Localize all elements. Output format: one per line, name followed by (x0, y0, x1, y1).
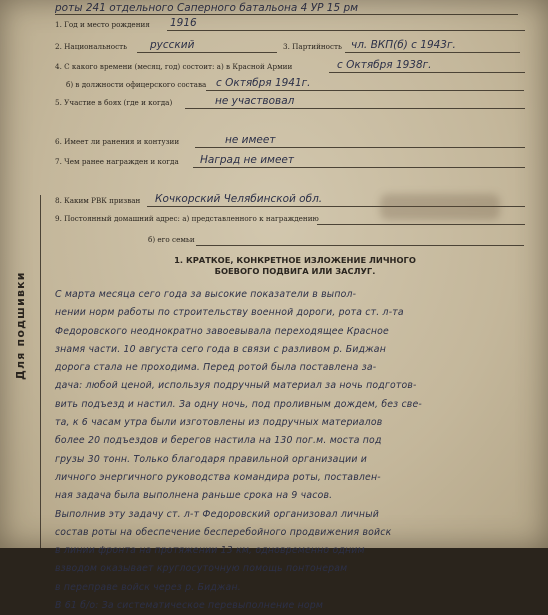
field-value: русский (150, 39, 195, 51)
citation-line: более 20 подъездов и берегов настила на 130 пог.м. моста под (55, 435, 382, 447)
field-army-since (55, 59, 525, 76)
unit-line: роты 241 отдельного Саперного батальона 4 УР 15 рм (55, 2, 359, 14)
field-officer-since (66, 77, 524, 94)
field-label: 6. Имеет ли ранения и контузии (55, 137, 180, 146)
citation-line: в линии фронта на протяжении 13 км, одновременно одним (55, 545, 365, 557)
citation-line: состав роты на обеспечение бесперебойного продвижения войск (55, 526, 392, 538)
unit-underline (55, 14, 518, 15)
citation-line: нении норм работы по строительству военной дороги, рота ст. л-та (55, 307, 404, 319)
citation-line: Выполнив эту задачу ст. л-т Федоровский организовал личный (55, 508, 379, 520)
citation-line: дача: любой ценой, используя подручный материал за ночь подготов- (55, 380, 417, 392)
citation-line: В 61 б/о: За систематическое перевыполнение норм (55, 600, 324, 612)
binding-margin-label: Для подшивки (14, 271, 27, 380)
field-value: 1916 (170, 17, 197, 29)
field-label: 7. Чем ранее награжден и когда (55, 157, 179, 166)
citation-line: С марта месяца сего года за высокие показатели в выпол- (55, 289, 357, 300)
field-label: 3. Партийность (283, 42, 342, 51)
citation-text (55, 286, 535, 615)
field-label: б) в должности офицерского состава (66, 80, 207, 89)
field-awards (55, 154, 525, 171)
citation-line: та, к 6 часам утра были изготовлены из подручных материалов (55, 417, 383, 429)
field-birth-year (55, 17, 525, 34)
field-label: 1. Год и место рождения (55, 20, 150, 29)
field-value: с Октября 1938г. (337, 59, 432, 71)
field-battles (55, 95, 525, 112)
citation-line: личного энергичного руководства командира роты, поставлен- (55, 471, 381, 483)
citation-line: вить подъезд и настил. За одну ночь, под проливным дождем, без све- (55, 398, 422, 410)
field-wounds (55, 134, 525, 151)
citation-line: в переправе войск через р. Биджан. (55, 581, 241, 593)
citation-line: Федоровского неоднократно завоевывала переходящее Красное (55, 325, 389, 337)
field-label: 2. Национальность (55, 42, 128, 51)
field-value: не участвовал (215, 95, 295, 107)
citation-line: грузы 30 тонн. Только благодаря правильной организации и (55, 453, 367, 465)
field-family (148, 235, 524, 249)
field-address (55, 214, 525, 228)
field-value: Кочкорский Челябинской обл. (155, 193, 323, 205)
citation-line: взводом оказывает круглосуточную помощь понтонерам (55, 563, 348, 575)
field-value: не имеет (225, 134, 276, 146)
citation-line: знамя части. 10 августа сего года в связи с разливом р. Биджан (55, 343, 386, 355)
section-title: 1. КРАТКОЕ, КОНКРЕТНОЕ ИЗЛОЖЕНИЕ ЛИЧНОГО БОЕВОГО ПОДВИГА ИЛИ ЗАСЛУГ. (174, 255, 416, 276)
field-value: Наград не имеет (200, 154, 294, 166)
citation-line: ная задача была выполнена раньше срока на 9 часов. (55, 490, 333, 502)
field-label: б) его семьи (148, 235, 195, 244)
field-party (283, 39, 523, 56)
field-value: с Октября 1941г. (216, 77, 311, 89)
citation-line: дорога стала не проходима. Перед ротой была поставлена за- (55, 362, 377, 374)
field-label: 5. Участие в боях (где и когда) (55, 98, 173, 107)
field-label: 4. С какого времени (месяц, год) состоит: а) в Красной Армии (55, 62, 293, 71)
field-value: чл. ВКП(б) с 1943г. (351, 39, 456, 51)
field-label: 9. Постоянный домашний адрес: а) представленного к награждению (55, 214, 319, 223)
field-label: 8. Каким РВК призван (55, 196, 141, 205)
